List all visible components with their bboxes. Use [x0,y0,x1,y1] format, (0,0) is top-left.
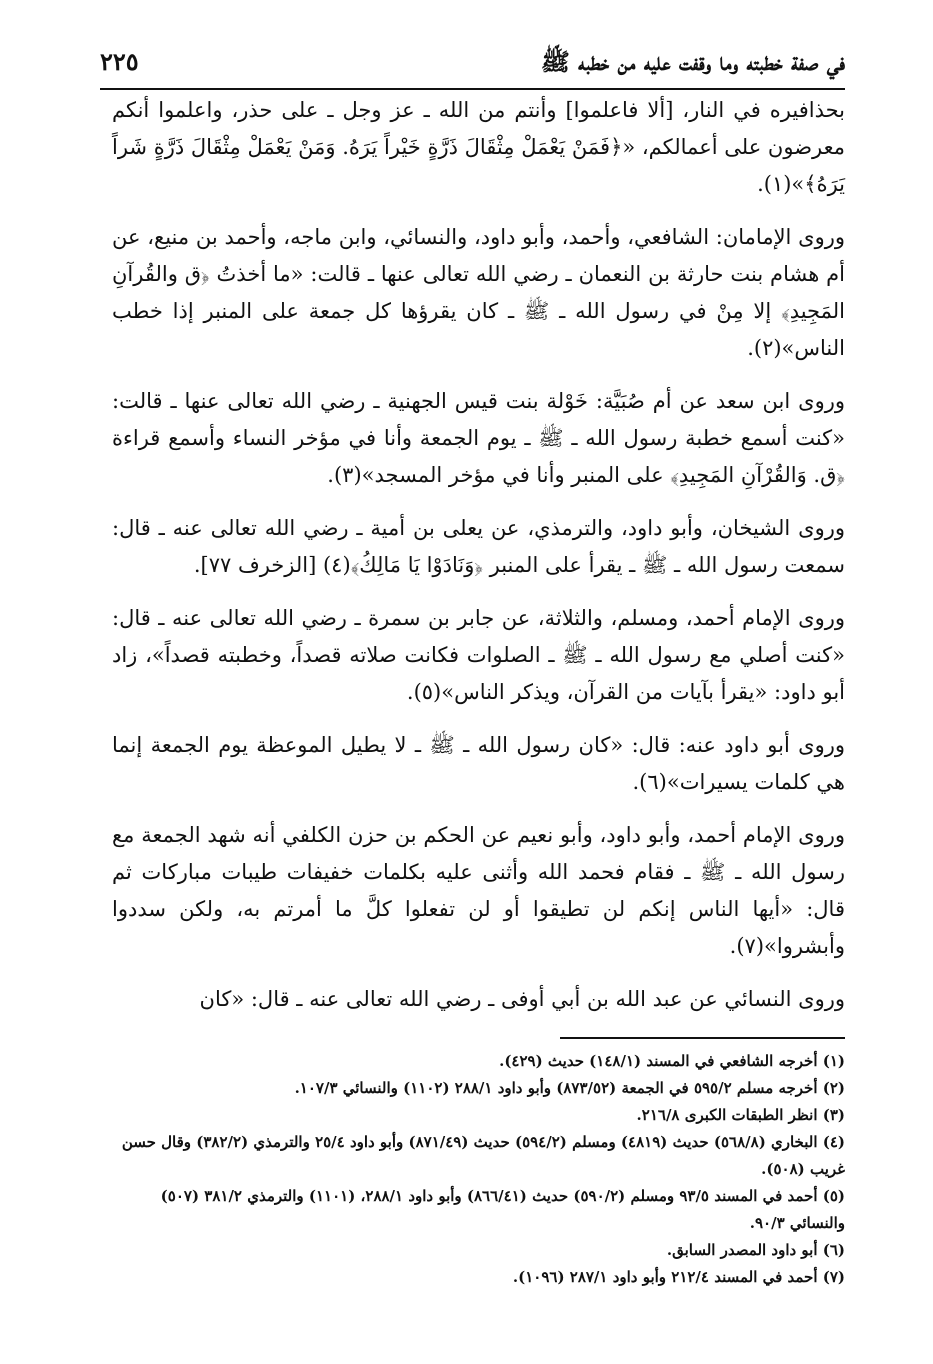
footnote: (٥) أحمد في المسند ٩٣/٥ ومسلم (٥٩٠/٢) حديث (٨٦٦/٤١) وأبو داود ٢٨٨/١، (١١٠١) والترمذي ٣٨١/٢ (٥٠٧) والنسائي ٩٠/٣. [160,1187,845,1232]
footnotes [112,1048,845,1291]
chapter-title: في صفة خطبته وما وقفت عليه من خطبه ﷺ [540,47,845,76]
running-header [100,40,845,84]
page-number: ٢٢٥ [100,47,139,76]
paragraph: وروى ابن سعد عن أم صُبَيَّة: خَوْلة بنت قيس الجهنية ـ رضي الله تعالى عنها ـ قالت: «كنت أسمع خطبة رسول الله ـ ﷺ ـ يوم الجمعة وأنا في مؤخر النساء وأسمع قراءة ﴿ق. وَالقُرْآنِ المَجِيدِ﴾ على المنبر وأنا في مؤخر المسجد»(٣). [112,389,845,487]
main-text [112,92,845,1034]
footnote-divider [560,1037,845,1039]
header-divider [100,88,845,90]
paragraph: وروى الإمام أحمد، وأبو داود، وأبو نعيم عن الحكم بن حزن الكلفي أنه شهد الجمعة مع رسول الله ـ ﷺ ـ فقام فحمد الله وأثنى عليه بكلمات خفيفات طيبات مباركات ثم قال: «أيها الناس إنكم لن تطيقوا أو لن تفعلوا كلَّ ما أمرتم به، ولكن سددوا وأبشروا»(٧). [112,823,845,958]
footnote: (٧) أحمد في المسند ٢١٢/٤ وأبو داود ٢٨٧/١ (١٠٩٦). [512,1268,845,1286]
paragraph: وروى أبو داود عنه: قال: «كان رسول الله ـ ﷺ ـ لا يطيل الموعظة يوم الجمعة إنما هي كلمات يسيرات»(٦). [112,733,845,794]
paragraph: بحذافيره في النار، [ألا فاعلموا] وأنتم من الله ـ عز وجل ـ على حذر، واعلموا أنكم معرضون على أعمالكم، «﴿فَمَنْ يَعْمَلْ مِثْقَالَ ذَرَّةٍ خَيْراً يَرَهُ. وَمَنْ يَعْمَلْ مِثْقَالَ ذَرَّةٍ شَراً يَرَهُ﴾»(١). [112,98,845,196]
paragraph: وروى الشيخان، وأبو داود، والترمذي، عن يعلى بن أمية ـ رضي الله تعالى عنه ـ قال: سمعت رسول الله ـ ﷺ ـ يقرأ على المنبر ﴿وَنَادَوْا يَا مَالِكُ﴾(٤) [الزخرف ٧٧]. [112,516,845,577]
footnote: (٢) أخرجه مسلم ٥٩٥/٢ في الجمعة (٨٧٣/٥٢) وأبو داود ٢٨٨/١ (١١٠٢) والنسائي ١٠٧/٣. [294,1079,845,1097]
footnote: (١) أخرجه الشافعي في المسند (١٤٨/١) حديث (٤٢٩). [499,1052,845,1070]
footnote: (٦) أبو داود المصدر السابق. [666,1241,845,1259]
paragraph: وروى الإمامان: الشافعي، وأحمد، وأبو داود، والنسائي، وابن ماجه، وأحمد بن منيع، عن أم هشام بنت حارثة بن النعمان ـ رضي الله تعالى عنها ـ قالت: «ما أخذتُ ﴿ق والقُرآنِ المَجِيدِ﴾ إلا مِنْ في رسول الله ـ ﷺ ـ كان يقرؤها كل جمعة على المنبر إذا خطب الناس»(٢). [112,225,845,360]
paragraph: وروى النسائي عن عبد الله بن أبي أوفى ـ رضي الله تعالى عنه ـ قال: «كان [199,987,845,1011]
paragraph: وروى الإمام أحمد، ومسلم، والثلاثة، عن جابر بن سمرة ـ رضي الله تعالى عنه ـ قال: «كنت أصلي مع رسول الله ـ ﷺ ـ الصلوات فكانت صلاته قصداً، وخطبته قصداً»، زاد أبو داود: «يقرأ بآيات من القرآن، ويذكر الناس»(٥). [112,606,845,704]
footnote: (٤) البخاري (٥٦٨/٨) حديث (٤٨١٩) ومسلم (٥٩٤/٢) حديث (٨٧١/٤٩) وأبو داود ٢٥/٤ والترمذي (٣٨٢/٢) وقال حسن غريب (٥٠٨). [121,1133,845,1178]
footnote: (٣) انظر الطبقات الكبرى ٢١٦/٨. [636,1106,845,1124]
